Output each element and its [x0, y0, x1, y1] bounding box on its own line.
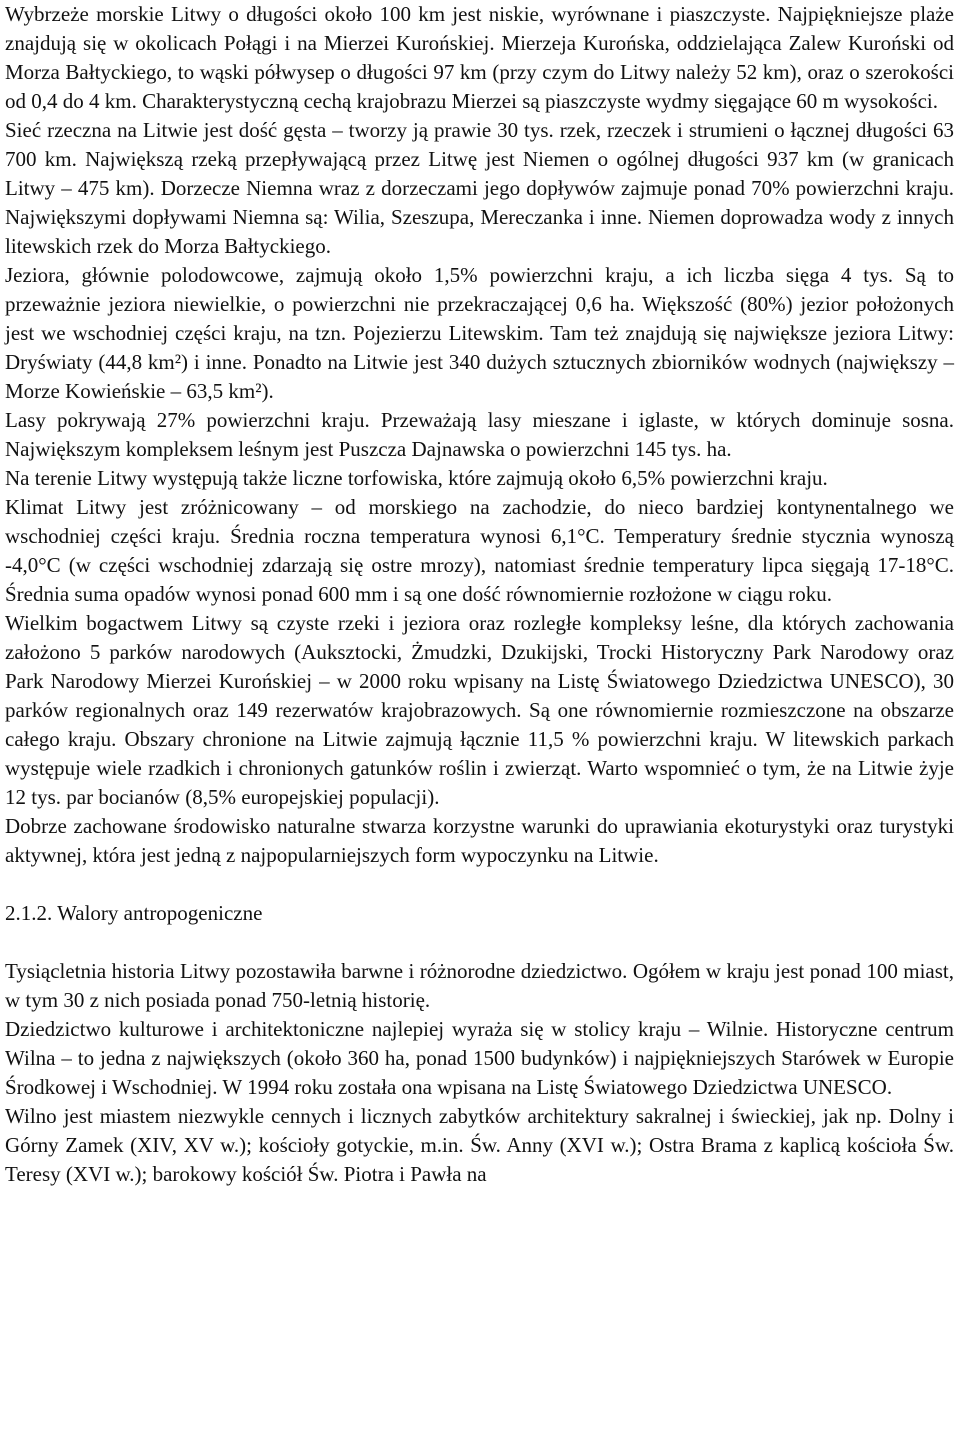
- paragraph-climate: Klimat Litwy jest zróżnicowany – od morskiego na zachodzie, do nieco bardziej kontynentalnego we wschodniej części kraju. Średnia roczna temperatura wynosi 6,1°C. Temperatury średnie stycznia wynoszą -4,0°C (w części wschodniej zdarzają się ostre mrozy), natomiast średnie temperatury lipca sięgają 17-18°C. Średnia suma opadów wynosi ponad 600 mm i są one dość równomiernie rozłożone w ciągu roku.: [5, 495, 954, 606]
- paragraph-vilnius-monuments: Wilno jest miastem niezwykle cennych i licznych zabytków architektury sakralnej i świeckiej, jak np. Dolny i Górny Zamek (XIV, XV w.); kościoły gotyckie, m.in. Św. Anny (XVI w.); Ostra Brama z kaplicą kościoła Św. Teresy (XVI w.); barokowy kościół Św. Piotra i Pawła na: [5, 1104, 954, 1186]
- paragraph-ecotourism: Dobrze zachowane środowisko naturalne stwarza korzystne warunki do uprawiania ekoturystyki oraz turystyki aktywnej, która jest jedną z najpopularniejszych form wypoczynku na Litwie.: [5, 814, 954, 867]
- paragraph-heritage: Dziedzictwo kulturowe i architektoniczne najlepiej wyraża się w stolicy kraju – Wilnie. Historyczne centrum Wilna – to jedna z największych (około 360 ha, ponad 1500 budynków) i najpiękniejszych Starówek w Europie Środkowej i Wschodniej. W 1994 roku została ona wpisana na Listę Światowego Dziedzictwa UNESCO.: [5, 1017, 954, 1099]
- paragraph-rivers: Sieć rzeczna na Litwie jest dość gęsta – tworzy ją prawie 30 tys. rzek, rzeczek i strumieni o łącznej długości 63 700 km. Największą rzeką przepływającą przez Litwę jest Niemen o ogólnej długości 937 km (w granicach Litwy – 475 km). Dorzecze Niemna wraz z dorzeczami jego dopływów zajmuje ponad 70% powierzchni kraju. Największymi dopływami Niemna są: Wilia, Szeszupa, Mereczanka i inne. Niemen doprowadza wody z innych litewskich rzek do Morza Bałtyckiego.: [5, 118, 954, 258]
- paragraph-peatlands: Na terenie Litwy występują także liczne torfowiska, które zajmują około 6,5% powierzchni kraju.: [5, 466, 828, 490]
- section-heading: 2.1.2. Walory antropogeniczne: [5, 901, 263, 925]
- paragraph-lakes: Jeziora, głównie polodowcowe, zajmują około 1,5% powierzchni kraju, a ich liczba sięga 4 tys. Są to przeważnie jeziora niewielkie, o powierzchni nie przekraczającej 0,6 ha. Większość (80%) jezior położonych jest we wschodniej części kraju, na tzn. Pojezierzu Litewskim. Tam też znajdują się największe jeziora Litwy: Dryświaty (44,8 km²) i inne. Ponadto na Litwie jest 340 dużych sztucznych zbiorników wodnych (największy – Morze Kowieńskie – 63,5 km²).: [5, 263, 954, 403]
- paragraph-protected-areas: Wielkim bogactwem Litwy są czyste rzeki i jeziora oraz rozległe kompleksy leśne, dla których zachowania założono 5 parków narodowych (Auksztocki, Żmudzki, Dzukijski, Trocki Historyczny Park Narodowy oraz Park Narodowy Mierzei Kurońskiej – w 2000 roku wpisany na Listę Światowego Dziedzictwa UNESCO), 30 parków regionalnych oraz 149 rezerwatów krajobrazowych. Są one równomiernie rozmieszczone na obszarze całego kraju. Obszary chronione na Litwie zajmują łącznie 11,5 % powierzchni kraju. W litewskich parkach występuje wiele rzadkich i chronionych gatunków roślin i zwierząt. Warto wspomnieć o tym, że na Litwie żyje 12 tys. par bocianów (8,5% europejskiej populacji).: [5, 611, 954, 809]
- paragraph-forests: Lasy pokrywają 27% powierzchni kraju. Przeważają lasy mieszane i iglaste, w których dominuje sosna. Największym kompleksem leśnym jest Puszcza Dajnawska o powierzchni 145 tys. ha.: [5, 408, 954, 461]
- paragraph-coast: Wybrzeże morskie Litwy o długości około 100 km jest niskie, wyrównane i piaszczyste. Najpiękniejsze plaże znajdują się w okolicach Połągi i na Mierzei Kurońskiej. Mierzeja Kurońska, oddzielająca Zalew Kuroński od Morza Bałtyckiego, to wąski półwysep o długości 97 km (przy czym do Litwy należy 52 km), oraz o szerokości od 0,4 do 4 km. Charakterystyczną cechą krajobrazu Mierzei są piaszczyste wydmy sięgające 60 m wysokości.: [5, 2, 954, 113]
- paragraph-history: Tysiącletnia historia Litwy pozostawiła barwne i różnorodne dziedzictwo. Ogółem w kraju jest ponad 100 miast, w tym 30 z nich posiada ponad 750-letnią historię.: [5, 959, 954, 1012]
